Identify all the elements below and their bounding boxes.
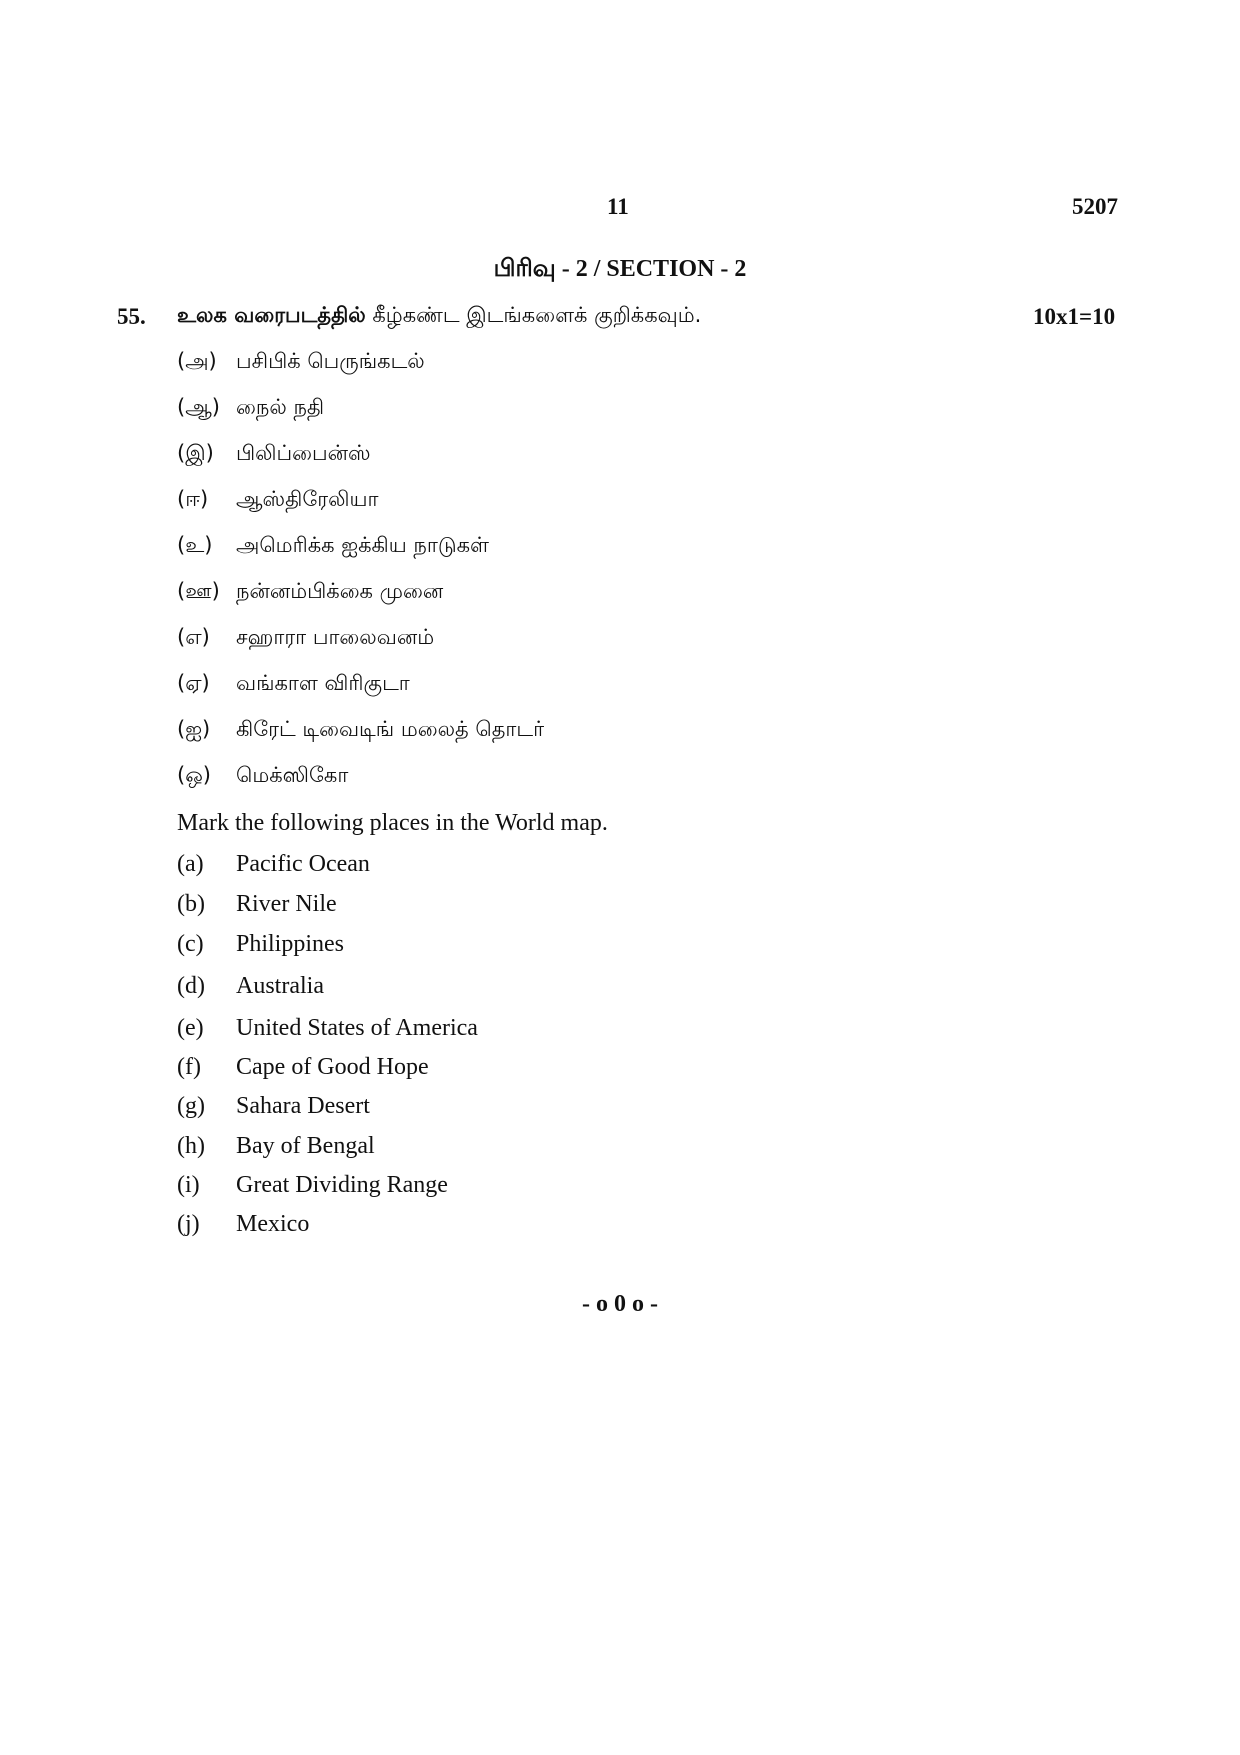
tamil-item-text: மெக்ஸிகோ xyxy=(236,763,349,787)
english-item-text: Bay of Bengal xyxy=(236,1133,375,1159)
tamil-item-text: கிரேட் டிவைடிங் மலைத் தொடர் xyxy=(236,717,545,741)
question-number: 55. xyxy=(117,304,146,329)
english-item-label: (b) xyxy=(177,891,205,917)
tamil-item xyxy=(177,579,443,606)
english-item xyxy=(177,1211,309,1238)
tamil-item xyxy=(177,763,348,790)
question-marks: 10x1=10 xyxy=(1033,304,1116,329)
tamil-item-label: (அ) xyxy=(177,349,217,373)
english-item-text: Philippines xyxy=(236,931,345,957)
tamil-item-label: (ஏ) xyxy=(177,671,210,695)
english-item-label: (e) xyxy=(177,1015,204,1041)
tamil-item xyxy=(177,625,434,652)
english-item-label: (f) xyxy=(177,1054,201,1080)
tamil-item xyxy=(177,533,489,560)
tamil-item xyxy=(177,349,425,376)
paper-code: 5207 xyxy=(1072,194,1118,219)
question-text-bold: உலக வரைபடத்தில் xyxy=(177,303,366,327)
tamil-item xyxy=(177,671,410,698)
question-text-rest: கீழ்கண்ட இடங்களைக் குறிக்கவும். xyxy=(365,303,702,327)
english-item-text: Mexico xyxy=(236,1211,310,1237)
page-number: 11 xyxy=(607,194,629,219)
english-item-text: Pacific Ocean xyxy=(236,851,370,877)
english-item-label: (d) xyxy=(177,973,205,999)
tamil-item-label: (எ) xyxy=(177,625,210,649)
tamil-item-label: (இ) xyxy=(177,441,214,465)
tamil-item xyxy=(177,441,371,468)
english-item-text: United States of America xyxy=(236,1015,478,1041)
tamil-item-text: பிலிப்பைன்ஸ் xyxy=(236,441,371,465)
english-item-label: (h) xyxy=(177,1133,205,1159)
english-item xyxy=(177,1093,370,1120)
english-item-text: River Nile xyxy=(236,891,337,917)
end-of-paper-mark: - o 0 o - xyxy=(582,1291,658,1317)
tamil-item-text: வங்காள விரிகுடா xyxy=(236,671,410,695)
tamil-item xyxy=(177,487,378,514)
english-item-label: (g) xyxy=(177,1093,205,1119)
english-item xyxy=(177,1054,429,1081)
tamil-item-label: (ஒ) xyxy=(177,763,211,787)
tamil-item-text: பசிபிக் பெருங்கடல் xyxy=(236,349,425,373)
english-item xyxy=(177,1172,448,1199)
english-item-label: (i) xyxy=(177,1172,200,1198)
tamil-item-text: நன்னம்பிக்கை முனை xyxy=(236,579,444,603)
section-title: பிரிவு - 2 / SECTION - 2 xyxy=(493,256,747,282)
tamil-item-label: (ஊ) xyxy=(177,579,220,603)
tamil-item xyxy=(177,717,544,744)
english-item-label: (a) xyxy=(177,851,204,877)
english-item-text: Cape of Good Hope xyxy=(236,1054,429,1080)
english-item xyxy=(177,1133,375,1160)
tamil-item-label: (ஈ) xyxy=(177,487,209,511)
english-item xyxy=(177,973,324,1000)
tamil-item-label: (உ) xyxy=(177,533,213,557)
tamil-item-text: அமெரிக்க ஐக்கிய நாடுகள் xyxy=(236,533,489,557)
english-item xyxy=(177,851,370,878)
english-item xyxy=(177,1015,478,1042)
tamil-item-text: நைல் நதி xyxy=(236,395,325,419)
english-instruction: Mark the following places in the World map. xyxy=(177,810,608,836)
english-item-label: (j) xyxy=(177,1211,200,1237)
english-item-label: (c) xyxy=(177,931,204,957)
english-item-text: Sahara Desert xyxy=(236,1093,370,1119)
tamil-item-text: சஹாரா பாலைவனம் xyxy=(236,625,435,649)
question-text xyxy=(177,303,701,330)
tamil-item-label: (ஐ) xyxy=(177,717,211,741)
english-item xyxy=(177,891,337,918)
tamil-item xyxy=(177,395,324,422)
english-item-text: Great Dividing Range xyxy=(236,1172,448,1198)
english-item xyxy=(177,931,344,958)
tamil-item-text: ஆஸ்திரேலியா xyxy=(236,487,379,511)
english-item-text: Australia xyxy=(236,973,324,999)
tamil-item-label: (ஆ) xyxy=(177,395,220,419)
